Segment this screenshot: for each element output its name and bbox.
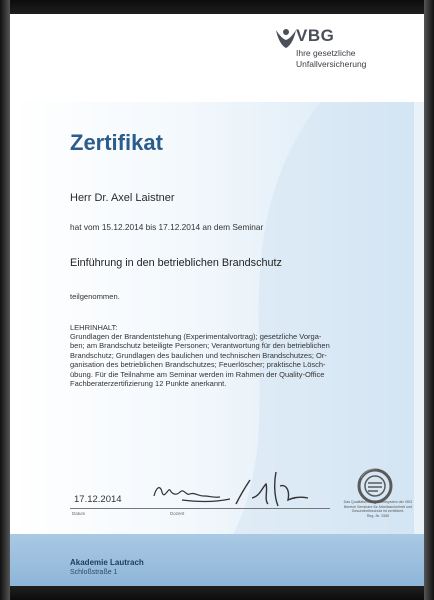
lehrinhalt-line: Brandschutz; Grundlagen des baulichen und technischen Brandschutzes; Or- [70,350,327,360]
academy-street: Schloßstraße 1 [70,569,118,576]
lehrinhalt-line: Grundlagen der Brandentstehung (Experimentalvortrag); gesetzliche Vorga- [70,332,322,341]
lehrinhalt-line: übung. Für die Teilnahme am Seminar werden im Rahmen der Quality-Office [70,369,325,379]
seminar-title: Einführung in den betrieblichen Brandschutz [70,257,282,269]
lehrinhalt-line: Fachberaterzertifizierung 12 Punkte anerkannt. [70,379,227,389]
recipient-name: Herr Dr. Axel Laistner [70,192,175,204]
vbg-logo [274,24,414,84]
logo-subtitle-line1: Ihre gesetzliche [296,48,356,58]
lehrinhalt-line: ganisation des betrieblichen Brandschutzes; Feuerlöscher; praktische Lösch- [70,360,326,370]
seal-caption-line: Bereich Seminare für Arbeitssicherheit und [343,504,413,509]
seal-caption [336,500,420,518]
lehrinhalt-line: ben; am Brandschutz beteiligte Personen; Verantwortung für den betrieblichen [70,341,330,351]
signature-date: 17.12.2014 [74,494,122,505]
seal-caption-line: Das Qualitätsmanagementsystem der VBG [343,500,413,504]
lehrinhalt-heading: LEHRINHALT: [70,323,118,332]
participated-text: teilgenommen. [70,292,120,301]
logo-subtitle-line2: Unfallversicherung [296,59,367,69]
seal-caption-line: Gesundheitsschutz ist zertifiziert. [351,509,405,514]
seal-caption-line: Reg.-Nr. 2550 [366,513,390,518]
photo-frame-left [0,0,10,600]
certificate-page [10,14,424,586]
lehrinhalt-body [70,332,376,388]
dozent-label: Dozent [170,511,185,516]
vbg-logo-icon [274,26,298,50]
certificate-title: Zertifikat [70,130,163,155]
signature-line [70,508,330,509]
logo-name: VBG [296,26,335,45]
academy-name: Akademie Lautrach [70,558,144,567]
seminar-date-line: hat vom 15.12.2014 bis 17.12.2014 an dem Seminar [70,222,264,232]
photo-frame-right [424,0,434,600]
handwritten-signature [140,466,340,512]
datum-label: Datum [72,511,86,516]
